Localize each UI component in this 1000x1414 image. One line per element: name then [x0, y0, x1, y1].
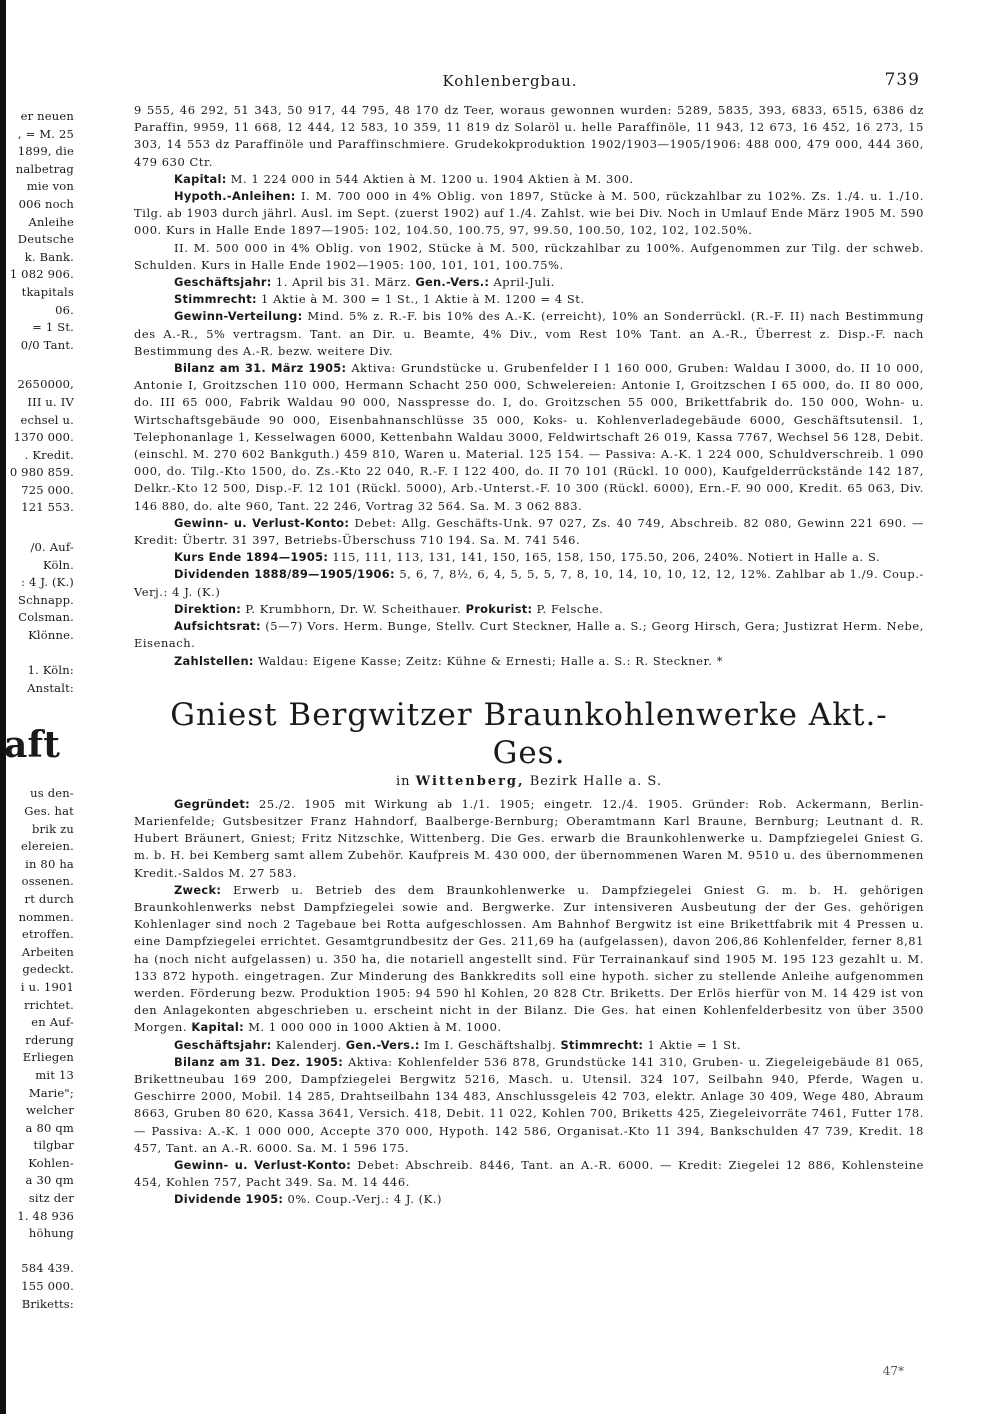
left-column-line: ossenen.	[21, 874, 74, 889]
left-column-line: in 80 ha	[25, 856, 74, 871]
left-column-line: Klönne.	[28, 628, 74, 643]
left-column-line	[0, 1243, 74, 1261]
left-column-line: Anleihe	[28, 214, 74, 229]
left-column-block-c	[0, 539, 74, 697]
company2-gegruendet	[134, 796, 924, 882]
company1-gewinn-verteilung	[134, 308, 924, 360]
company1-kurs	[134, 549, 924, 566]
stimmrecht-text: 1 Aktie à M. 300 = 1 St., 1 Aktie à M. 1200 = 4 St.	[261, 292, 585, 307]
aufsichtsrat-label: Aufsichtsrat:	[174, 619, 261, 634]
kapital2-label: Kapital:	[191, 1020, 244, 1035]
genvers2-text: Im I. Geschäftshalbj.	[423, 1037, 557, 1052]
left-column-line: en Auf-	[31, 1015, 74, 1030]
left-column-line: mit 13	[35, 1067, 74, 1082]
guv-label: Gewinn- u. Verlust-Konto:	[174, 515, 350, 530]
gegruendet-label: Gegründet:	[174, 796, 250, 811]
company1-kapital	[134, 171, 924, 188]
prokurist-text: P. Felsche.	[536, 601, 604, 616]
gewinn-text: Mind. 5% z. R.-F. bis 10% des A.-K. (erreicht), 10% an Sonderrückl. (R.-F. II) nach Bestimmung des A.-R., 5% vertragsm. Tant. an Dir. u. Beamte, 4% Div., vom Rest 10% Tant. an A.-R., Überrest z. Disp.-F. nach Bestimmung des A.-R. bezw. weitere Div.	[134, 309, 924, 358]
left-column-line: 06.	[55, 302, 74, 317]
left-column-line: . Kredit.	[24, 447, 74, 462]
geschaeftsjahr-text: 1. April bis 31. März.	[275, 275, 412, 290]
left-column-line: Erliegen	[22, 1050, 74, 1065]
left-column-block-a	[0, 108, 74, 354]
left-column-line: 121 553.	[21, 500, 74, 515]
zweck-label: Zweck:	[174, 882, 222, 897]
left-column-line: brik zu	[31, 821, 74, 836]
company2-title: Gniest Bergwitzer Braunkohlenwerke Akt.-Ges.	[170, 696, 888, 771]
company1-zahlstellen	[134, 653, 924, 670]
left-column-line: tkapitals	[21, 284, 74, 299]
left-column-heading-fragment: aft	[4, 724, 61, 767]
kurs-text: 115, 111, 113, 131, 141, 150, 165, 158, 150, 175.50, 206, 240%. Notiert in Halle a. S.	[332, 550, 881, 565]
company1-geschaeftsjahr	[134, 274, 924, 291]
company1-aufsichtsrat	[134, 618, 924, 652]
geschaeftsjahr2-text: Kalenderj.	[275, 1037, 342, 1052]
div2-text: 0%. Coup.-Verj.: 4 J. (K.)	[287, 1192, 443, 1207]
guv2-text: Debet: Abschreib. 8446, Tant. an A.-R. 6000. — Kredit: Ziegelei 12 886, Kohlensteine 454, Kohlen 757, Pacht 349. Sa. M. 14 446.	[134, 1157, 924, 1190]
left-column-line	[0, 645, 74, 663]
left-column-line: 1. Köln:	[27, 663, 74, 678]
left-column-line: Schnapp.	[18, 592, 74, 607]
left-column-line: sitz der	[28, 1191, 74, 1206]
geschaeftsjahr-label: Geschäftsjahr:	[174, 275, 272, 290]
stimmrecht2-label: Stimmrecht:	[560, 1037, 644, 1052]
kapital-label: Kapital:	[174, 171, 227, 186]
left-column-line: 0/0 Tant.	[20, 337, 74, 352]
prokurist-label: Prokurist:	[465, 601, 533, 616]
company1-stimmrecht	[134, 291, 924, 308]
company2-sub-pre: in	[396, 773, 411, 789]
left-column-line: 725 000.	[21, 482, 74, 497]
left-column-line: 1370 000.	[13, 430, 74, 445]
left-column-line: 584 439.	[21, 1261, 74, 1276]
kapital-text: M. 1 224 000 in 544 Aktien à M. 1200 u. 1904 Aktien à M. 300.	[230, 171, 634, 186]
bilanz2-text: Aktiva: Kohlenfelder 536 878, Grundstücke 141 310, Gruben- u. Ziegeleigebäude 81 065, Brikettneubau 169 200, Dampfziegelei Bergwitz 5216, Masch. u. Utensil. 324 107, Seilbahn 940, Pferde, Wagen u. Geschirre 2000, Mobil. 14 285, Drahtseilbahn 134 483, Anschlussgeleis 42 703, elektr. Anlage 30 409, Wege 480, Abraum 8663, Gruben 80 620, Kassa 3641, Versich. 418, Debit. 11 022, Kohlen 700, Briketts 425, Ziegeleivorräte 7461, Futter 178. — Passiva: A.-K. 1 000 000, Accepte 370 000, Hypoth. 142 586, Organisat.-Kto 11 394, Bankschulden 47 739, Kredit. 18 457, Tant. an A.-R. 6000. Sa. M. 1 596 175.	[134, 1054, 925, 1155]
left-column-line: /0. Auf-	[30, 540, 74, 555]
left-column-line: etroffen.	[21, 927, 74, 942]
left-column-line: Arbeiten	[21, 944, 74, 959]
left-column-line: = 1 St.	[32, 320, 74, 335]
left-column-line: Marie";	[28, 1085, 74, 1100]
page-header	[100, 68, 920, 98]
kurs-label: Kurs Ende 1894—1905:	[174, 550, 329, 565]
bilanz-text: Aktiva: Grundstücke u. Grubenfelder I 1 160 000, Gruben: Waldau I 3000, do. II 10 000, Antonie I, Groitzschen 110 000, Hermann Schacht 250 000, Schwelereien: Antonie I, Groitzschen I 65 000, do. II 80 000, do. III 65 000, Fabrik Waldau 90 000, Nasspresse do. I, do. Groitzschen 55 000, Brikettfabrik do. 150 000, Wohn- u. Wirtschaftsgebäude 90 000, Eisenbahnanschlüsse 35 000, Koks- u. Kohlenverladegebäude 6000, Geschäftsutensil. 1, Telephonanlage 1, Kesselwagen 6000, Kettenbahn Waldau 3000, Feldwirtschaft 26 019, Kassa 7767, Wechsel 56 128, Debit. (einschl. M. 270 602 Bankguth.) 459 810, Waren u. Material. 125 154. — Passiva: A.-K. 1 224 000, Schuldverschreib. 1 090 000, do. Tilg.-Kto 1500, do. Zs.-Kto 22 040, R.-F. I 122 400, do. II 70 101 (Rückl. 10 000), Kaufgelderrückstände 142 187, Delkr.-Kto 12 500, Disp.-F. 12 101 (Rückl. 5000), Arb.-Unterst.-F. 10 300 (Rückl. 6000), Ern.-F. 90 000, Kredit. 65 063, Div. 146 880, do. alte 960, Tant. 22 246, Vortrag 32 564. Sa. M. 3 062 883.	[134, 361, 924, 513]
left-column-line: welcher	[26, 1103, 74, 1118]
company1-hypoth	[134, 188, 924, 240]
zahlstellen-text: Waldau: Eigene Kasse; Zeitz: Kühne & Ernesti; Halle a. S.: R. Steckner. *	[257, 653, 724, 668]
left-column-line: gedeckt.	[22, 962, 74, 977]
company2-dividende	[134, 1191, 924, 1208]
main-text-column	[134, 102, 924, 1209]
left-column-line: Briketts:	[21, 1296, 74, 1311]
left-column-line: III u. IV	[27, 394, 74, 409]
left-column-line: 0 980 859.	[9, 465, 74, 480]
company2-city: Wittenberg,	[415, 773, 525, 789]
left-column-line: Colsman.	[18, 610, 74, 625]
left-column-line: rrichtet.	[23, 997, 74, 1012]
stimmrecht-label: Stimmrecht:	[174, 292, 257, 307]
left-column-line: k. Bank.	[24, 249, 74, 264]
left-column-line: Deutsche	[17, 232, 74, 247]
genvers2-label: Gen.-Vers.:	[345, 1037, 420, 1052]
left-column-line: höhung	[28, 1226, 74, 1241]
gegruendet-text: 25./2. 1905 mit Wirkung ab 1./1. 1905; eingetr. 12./4. 1905. Gründer: Rob. Ackermann, Berlin-Marienfelde; Gutsbesitzer Franz Hahndorf, Baalberge-Bernburg; Oberamtmann Karl Braune, Bernburg; Leutnant d. R. Hubert Bräunert, Gniest; Fritz Nitzschke, Wittenberg. Die Ges. erwarb die Braunkohlenwerke u. Dampfziegelei Gniest G. m. b. H. bei Kemberg samt allem Zubehör. Kaufpreis M. 430 000, der übernommenen Waren M. 9510 u. des übernommenen Kredit.-Saldos M. 27 583.	[134, 796, 924, 880]
gewinn-label: Gewinn-Verteilung:	[174, 309, 303, 324]
left-column-line: 1. 48 936	[17, 1208, 74, 1223]
company1-hypoth-2: II. M. 500 000 in 4% Oblig. von 1902, Stücke à M. 500, rückzahlbar zu 100%. Aufgenommen zur Tilg. der schweb. Schulden. Kurs in Halle Ende 1902—1905: 100, 101, 101, 100.75%.	[134, 240, 924, 272]
direktion-label: Direktion:	[174, 601, 242, 616]
aufsichtsrat-text: (5—7) Vors. Herm. Bunge, Stellv. Curt Steckner, Halle a. S.; Georg Hirsch, Gera; Justizrat Herm. Nebe, Eisenach.	[134, 619, 924, 651]
left-column-line: nalbetrag	[15, 161, 74, 176]
left-column-line: rderung	[25, 1032, 74, 1047]
company2-guv	[134, 1157, 924, 1191]
left-column-line: Ges. hat	[24, 804, 74, 818]
left-column-line: 155 000.	[21, 1279, 74, 1294]
left-column-line: i u. 1901	[20, 979, 74, 994]
company2-zweck	[134, 882, 924, 1037]
div-label: Dividenden 1888/89—1905/1906:	[174, 567, 395, 582]
page-number: 739	[884, 70, 920, 90]
genvers-label: Gen.-Vers.:	[415, 275, 490, 290]
bilanz-label: Bilanz am 31. März 1905:	[174, 361, 347, 376]
left-column-line: elereien.	[21, 839, 74, 854]
hypoth-text: I. M. 700 000 in 4% Oblig. von 1897, Stücke à M. 500, rückzahlbar zu 102%. Zs. 1./4. u. 1./10. Tilg. ab 1903 durch jährl. Ausl. im Sept. (zuerst 1902) auf 1./4. Zahlst. wie bei Div. Noch in Umlauf Ende März 1905 M. 590 000. Kurs in Halle Ende 1897—1905: 102, 104.50, 100.75, 97, 99.50, 100.50, 102, 102, 102.50%.	[134, 189, 924, 238]
left-column-line: er neuen	[20, 109, 74, 123]
left-column-line: rt durch	[24, 891, 74, 906]
stimmrecht2-text: 1 Aktie = 1 St.	[647, 1037, 742, 1052]
left-column-line: mie von	[26, 179, 74, 194]
left-column-fragment	[0, 108, 74, 1313]
left-column-line: : 4 J. (K.)	[21, 575, 74, 590]
bilanz2-label: Bilanz am 31. Dez. 1905:	[174, 1054, 344, 1069]
kapital2-text: M. 1 000 000 in 1000 Aktien à M. 1000.	[248, 1020, 502, 1035]
left-column-block-b	[0, 376, 74, 517]
left-column-block-d	[0, 785, 74, 1313]
left-column-line: a 80 qm	[25, 1120, 74, 1135]
left-column-line: tilgbar	[33, 1138, 74, 1153]
company1-guv	[134, 515, 924, 549]
left-column-line: us den-	[30, 786, 74, 801]
zweck-text: Erwerb u. Betrieb des dem Braunkohlenwerke u. Dampfziegelei Gniest G. m. b. H. gehörigen Braunkohlenwerks nebst Dampfziegelei sowie and. Bergwerke. Zur intensiveren Ausbeutung der der Ges. gehörigen Kohlenlager sind noch 2 Tagebaue bei Rotta aufgeschlossen. Am Bahnhof Bergwitz ist eine Brikettfabrik mit 4 Pressen u. eine Dampfziegelei errichtet. Gesamtgrundbesitz der Ges. 211,69 ha (aufgelassen), davon 206,86 Kohlenfelder, ferner 8,81 ha (noch nicht aufgelassen) u. 350 ha, die notariell angestellt sind. Für Terrainankauf sind 1905 M. 195 123 gezahlt u. M. 133 872 hypoth. eingetragen. Zur Minderung des Bankkredits soll eine hypoth. sicher zu stellende Anleihe aufgenommen werden. Förderung bezw. Produktion 1905: 94 590 hl Kohlen, 20 828 Ctr. Briketts. Der Erlös hierfür von M. 14 429 ist von den Anlagekonten abgeschrieben u. erscheint nicht in der Bilanz. Die Ges. hat einen Kohlenfelderbesitz von über 3500 Morgen.	[134, 882, 924, 1035]
sheet-signature: 47*	[882, 1364, 904, 1378]
zahlstellen-label: Zahlstellen:	[174, 653, 254, 668]
left-column-line: 2650000,	[17, 377, 74, 392]
company2-geschaeftsjahr	[134, 1037, 924, 1054]
geschaeftsjahr2-label: Geschäftsjahr:	[174, 1037, 272, 1052]
div-text: 5, 6, 7, 8½, 6, 4, 5, 5, 5, 7, 8, 10, 14, 10, 10, 12, 12, 12%. Zahlbar ab 1./9. Coup.-Verj.: 4 J. (K.)	[134, 567, 924, 599]
company2-bilanz	[134, 1054, 924, 1157]
left-column-line: 1 082 906.	[9, 267, 74, 282]
left-column-line: Köln.	[43, 557, 74, 572]
company1-production-intro: 9 555, 46 292, 51 343, 50 917, 44 795, 48 170 dz Teer, woraus gewonnen wurden: 5289, 5835, 393, 6833, 6515, 6386 dz Paraffin, 9959, 11 668, 12 444, 12 583, 10 359, 11 819 dz Solaröl u. helle Paraffinöle, 11 943, 12 673, 16 452, 16 273, 15 303, 14 553 dz Paraffinöle und Paraffinschmiere. Grudekokproduktion 1902/1903—1905/1906: 488 000, 479 000, 444 360, 479 630 Ctr.	[134, 103, 924, 169]
running-head: Kohlenbergbau.	[442, 72, 578, 90]
left-column-line: Anstalt:	[27, 680, 74, 695]
company1-direktion	[134, 601, 924, 618]
div2-label: Dividende 1905:	[174, 1192, 284, 1207]
hypoth-label: Hypoth.-Anleihen:	[174, 189, 296, 204]
company2-subtitle	[134, 772, 924, 792]
left-column-line: Kohlen-	[28, 1155, 74, 1170]
guv2-label: Gewinn- u. Verlust-Konto:	[174, 1157, 352, 1172]
company2-sub-post: Bezirk Halle a. S.	[529, 773, 662, 789]
left-column-line: a 30 qm	[25, 1173, 74, 1188]
left-column-line: nommen.	[18, 909, 74, 924]
direktion-text: P. Krumbhorn, Dr. W. Scheithauer.	[245, 601, 462, 616]
genvers-text: April-Juli.	[493, 275, 555, 290]
guv-text: Debet: Allg. Geschäfts-Unk. 97 027, Zs. 40 749, Abschreib. 82 080, Gewinn 221 690. — Kredit: Übertr. 31 397, Betriebs-Überschuss 710 194. Sa. M. 741 546.	[134, 515, 924, 548]
company1-dividenden	[134, 566, 924, 600]
left-column-line: , = M. 25	[17, 126, 74, 141]
company1-bilanz	[134, 360, 924, 515]
left-column-line: 006 noch	[18, 196, 74, 211]
left-column-line: 1899, die	[17, 144, 74, 159]
left-column-line: echsel u.	[20, 412, 74, 427]
